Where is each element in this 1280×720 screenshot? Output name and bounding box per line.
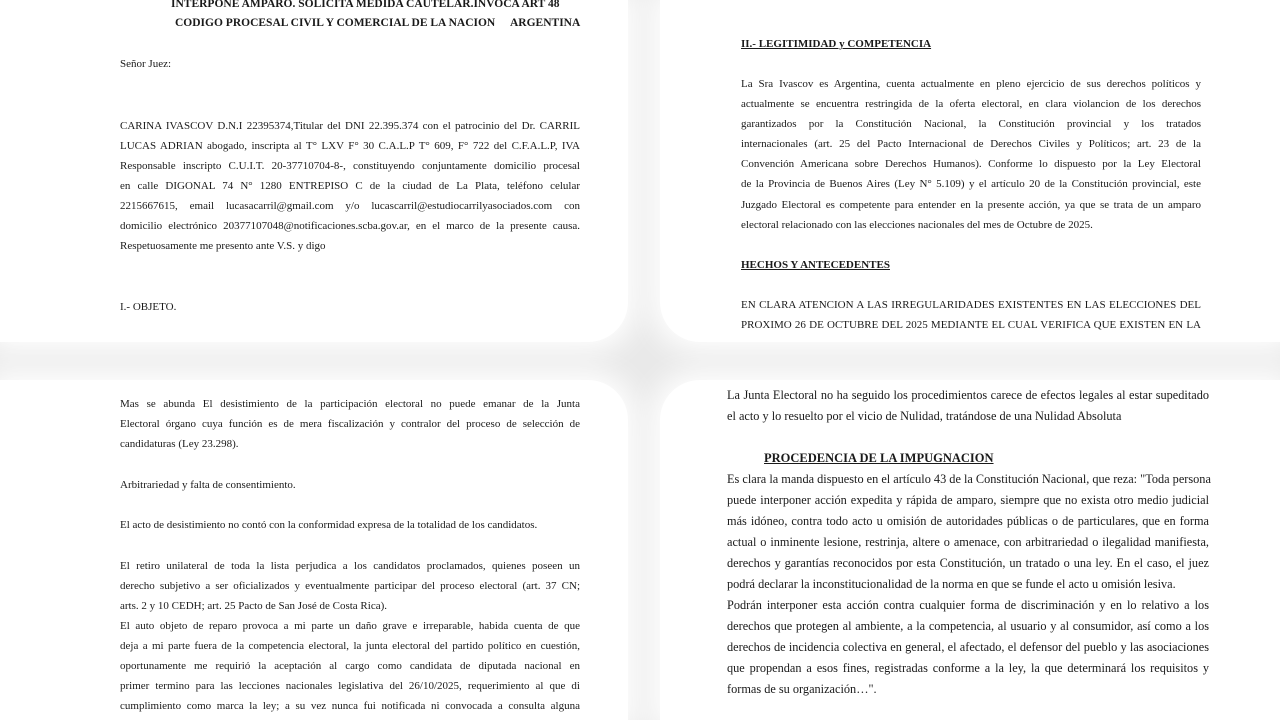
body-line: derechos que protegen al ambiente, a la competencia, al usuario y al consumidor, así como a los bbox=[727, 619, 1209, 633]
body-line: PROXIMO 26 DE OCTUBRE DEL 2025 MEDIANTE EL CUAL VERIFICA QUE EXISTEN EN LA bbox=[741, 319, 1201, 331]
section-heading-procedencia: PROCEDENCIA DE LA IMPUGNACION bbox=[764, 451, 994, 465]
body-line: que propendan a esos fines, registradas conforme a la ley, la que determinará los requisitos y bbox=[727, 661, 1209, 675]
body-line: Respetuosamente me presento ante V.S. y digo bbox=[120, 240, 326, 252]
body-line: garantizados por la Constitución Nacional, la Constitución provincial y los tratados bbox=[741, 118, 1201, 130]
document-page-top-left bbox=[0, 0, 628, 342]
body-line: Mas se abunda El desistimiento de la participación electoral no puede emanar de la Junta bbox=[120, 398, 580, 410]
body-line: LUCAS ADRIAN abogado, inscripta al T° LXV F° 30 C.A.L.P T° 609, F° 722 del C.F.A.L.P, IVA bbox=[120, 140, 580, 152]
body-line: cumplimiento como marca la ley; a su vez nunca fui notificada ni convocada a consulta alguna bbox=[120, 700, 580, 712]
document-page-bottom-right bbox=[660, 380, 1280, 720]
body-line: Electoral órgano cuya función es de mera fiscalización y contralor del proceso de selección de bbox=[120, 418, 580, 430]
header-country: ARGENTINA bbox=[510, 17, 581, 29]
body-line: formas de su organización…". bbox=[727, 682, 877, 696]
body-line: más idóneo, contra todo acto u omisión de autoridades públicas o de particulares, que en forma bbox=[727, 514, 1209, 528]
body-line: Podrán interponer esta acción contra cualquier forma de discriminación y en lo relativo a los bbox=[727, 598, 1209, 612]
body-line: internacionales (art. 25 del Pacto Internacional de Derechos Civiles y Políticos; art. 23 de la bbox=[741, 138, 1201, 150]
section-heading-hechos: HECHOS Y ANTECEDENTES bbox=[741, 259, 890, 271]
body-line: en calle DIGONAL 74 N° 1280 ENTREPISO C de la ciudad de La Plata, teléfono celular bbox=[120, 180, 580, 192]
body-line: Es clara la manda dispuesto en el artículo 43 de la Constitución Nacional, que reza: "Toda persona bbox=[727, 472, 1211, 486]
subtitle: Arbitrariedad y falta de consentimiento. bbox=[120, 479, 296, 491]
section-heading-objeto: I.- OBJETO. bbox=[120, 301, 177, 313]
body-line: actual o inminente lesione, restrinja, altere o amenace, con arbitrariedad o ilegalidad manifiesta, bbox=[727, 535, 1209, 549]
body-line: de la Provincia de Buenos Aires (Ley N° 5.109) y el artículo 20 de la Constitución provincial, este bbox=[741, 178, 1201, 190]
body-line: candidaturas (Ley 23.298). bbox=[120, 438, 239, 450]
body-line: El auto objeto de reparo provoca a mi parte un daño grave e irreparable, habida cuenta de que bbox=[120, 620, 580, 632]
header-line-2: CODIGO PROCESAL CIVIL Y COMERCIAL DE LA NACION bbox=[175, 17, 496, 29]
body-line: La Junta Electoral no ha seguido los procedimientos carece de efectos legales al estar supeditado bbox=[727, 388, 1209, 402]
body-line: podrá declarar la inconstitucionalidad de la norma en que se funde el acto u omisión lesiva. bbox=[727, 577, 1176, 591]
body-line: domicilio electrónico 20377107048@notificaciones.scba.gov.ar, en el marco de la presente causa. bbox=[120, 220, 580, 232]
body-line: derechos y garantías reconocidos por esta Constitución, un tratado o una ley. En el caso, el juez bbox=[727, 556, 1209, 570]
body-line: derechos de incidencia colectiva en general, el afectado, el defensor del pueblo y las asociaciones bbox=[727, 640, 1209, 654]
salutation: Señor Juez: bbox=[120, 58, 172, 70]
body-line: La Sra Ivascov es Argentina, cuenta actualmente en pleno ejercicio de sus derechos políticos y bbox=[741, 78, 1201, 90]
body-line: derecho subjetivo a ser oficializados y eventualmente participar del proceso electoral (art. 37 CN; bbox=[120, 580, 580, 592]
body-line: Responsable inscripto C.U.I.T. 20-37710704-8-, constituyendo conjuntamente domicilio procesal bbox=[120, 160, 580, 172]
body-line: primer termino para las lecciones nacionales legislativa del 26/10/2025, requerimiento al que di bbox=[120, 680, 580, 692]
document-page-bottom-left bbox=[0, 380, 628, 720]
header-line-1: INTERPONE AMPARO. SOLICITA MEDIDA CAUTELAR.INVOCA ART 48 bbox=[171, 0, 560, 10]
body-line: El retiro unilateral de toda la lista perjudica a los candidatos proclamados, quienes poseen un bbox=[120, 560, 580, 572]
section-heading-legitimidad: II.- LEGITIMIDAD y COMPETENCIA bbox=[741, 38, 932, 50]
body-line: deja a mi parte fuera de la competencia electoral, la junta electoral del partido político en cuestión, bbox=[120, 640, 580, 652]
body-line: Juzgado Electoral es competente para entender en la presente acción, ya que se trata de un amparo bbox=[741, 199, 1201, 211]
body-line: EN CLARA ATENCION A LAS IRREGULARIDADES EXISTENTES EN LAS ELECCIONES DEL bbox=[741, 299, 1201, 311]
document-page-top-right bbox=[660, 0, 1280, 342]
body-line: oportunamente me requirió la aceptación al cargo como candidata de diputada nacional en bbox=[120, 660, 580, 672]
body-line: electoral relacionado con las elecciones nacionales del mes de Octubre de 2025. bbox=[741, 219, 1093, 231]
body-line: actualmente se encuentra restringida de la oferta electoral, en clara violancion de los derechos bbox=[741, 98, 1201, 110]
body-line: arts. 2 y 10 CEDH; art. 25 Pacto de San José de Costa Rica). bbox=[120, 600, 388, 612]
body-line: el acto y lo resuelto por el vicio de Nulidad, tratándose de una Nulidad Absoluta bbox=[727, 409, 1122, 423]
body-line: puede interponer acción expedita y rápida de amparo, siempre que no exista otro medio judicial bbox=[727, 493, 1209, 507]
body-line: CARINA IVASCOV D.N.I 22395374,Titular del DNI 22.395.374 con el patrocinio del Dr. CARRIL bbox=[120, 120, 580, 132]
body-line: Convención Americana sobre Derechos Humanos). Conforme lo dispuesto por la Ley Electoral bbox=[741, 158, 1201, 170]
body-line: 2215667615, email lucasacarril@gmail.com y/o lucascarril@estudiocarrilyasociados.com con bbox=[120, 200, 580, 212]
body-line: El acto de desistimiento no contó con la conformidad expresa de la totalidad de los candidatos. bbox=[120, 519, 538, 531]
